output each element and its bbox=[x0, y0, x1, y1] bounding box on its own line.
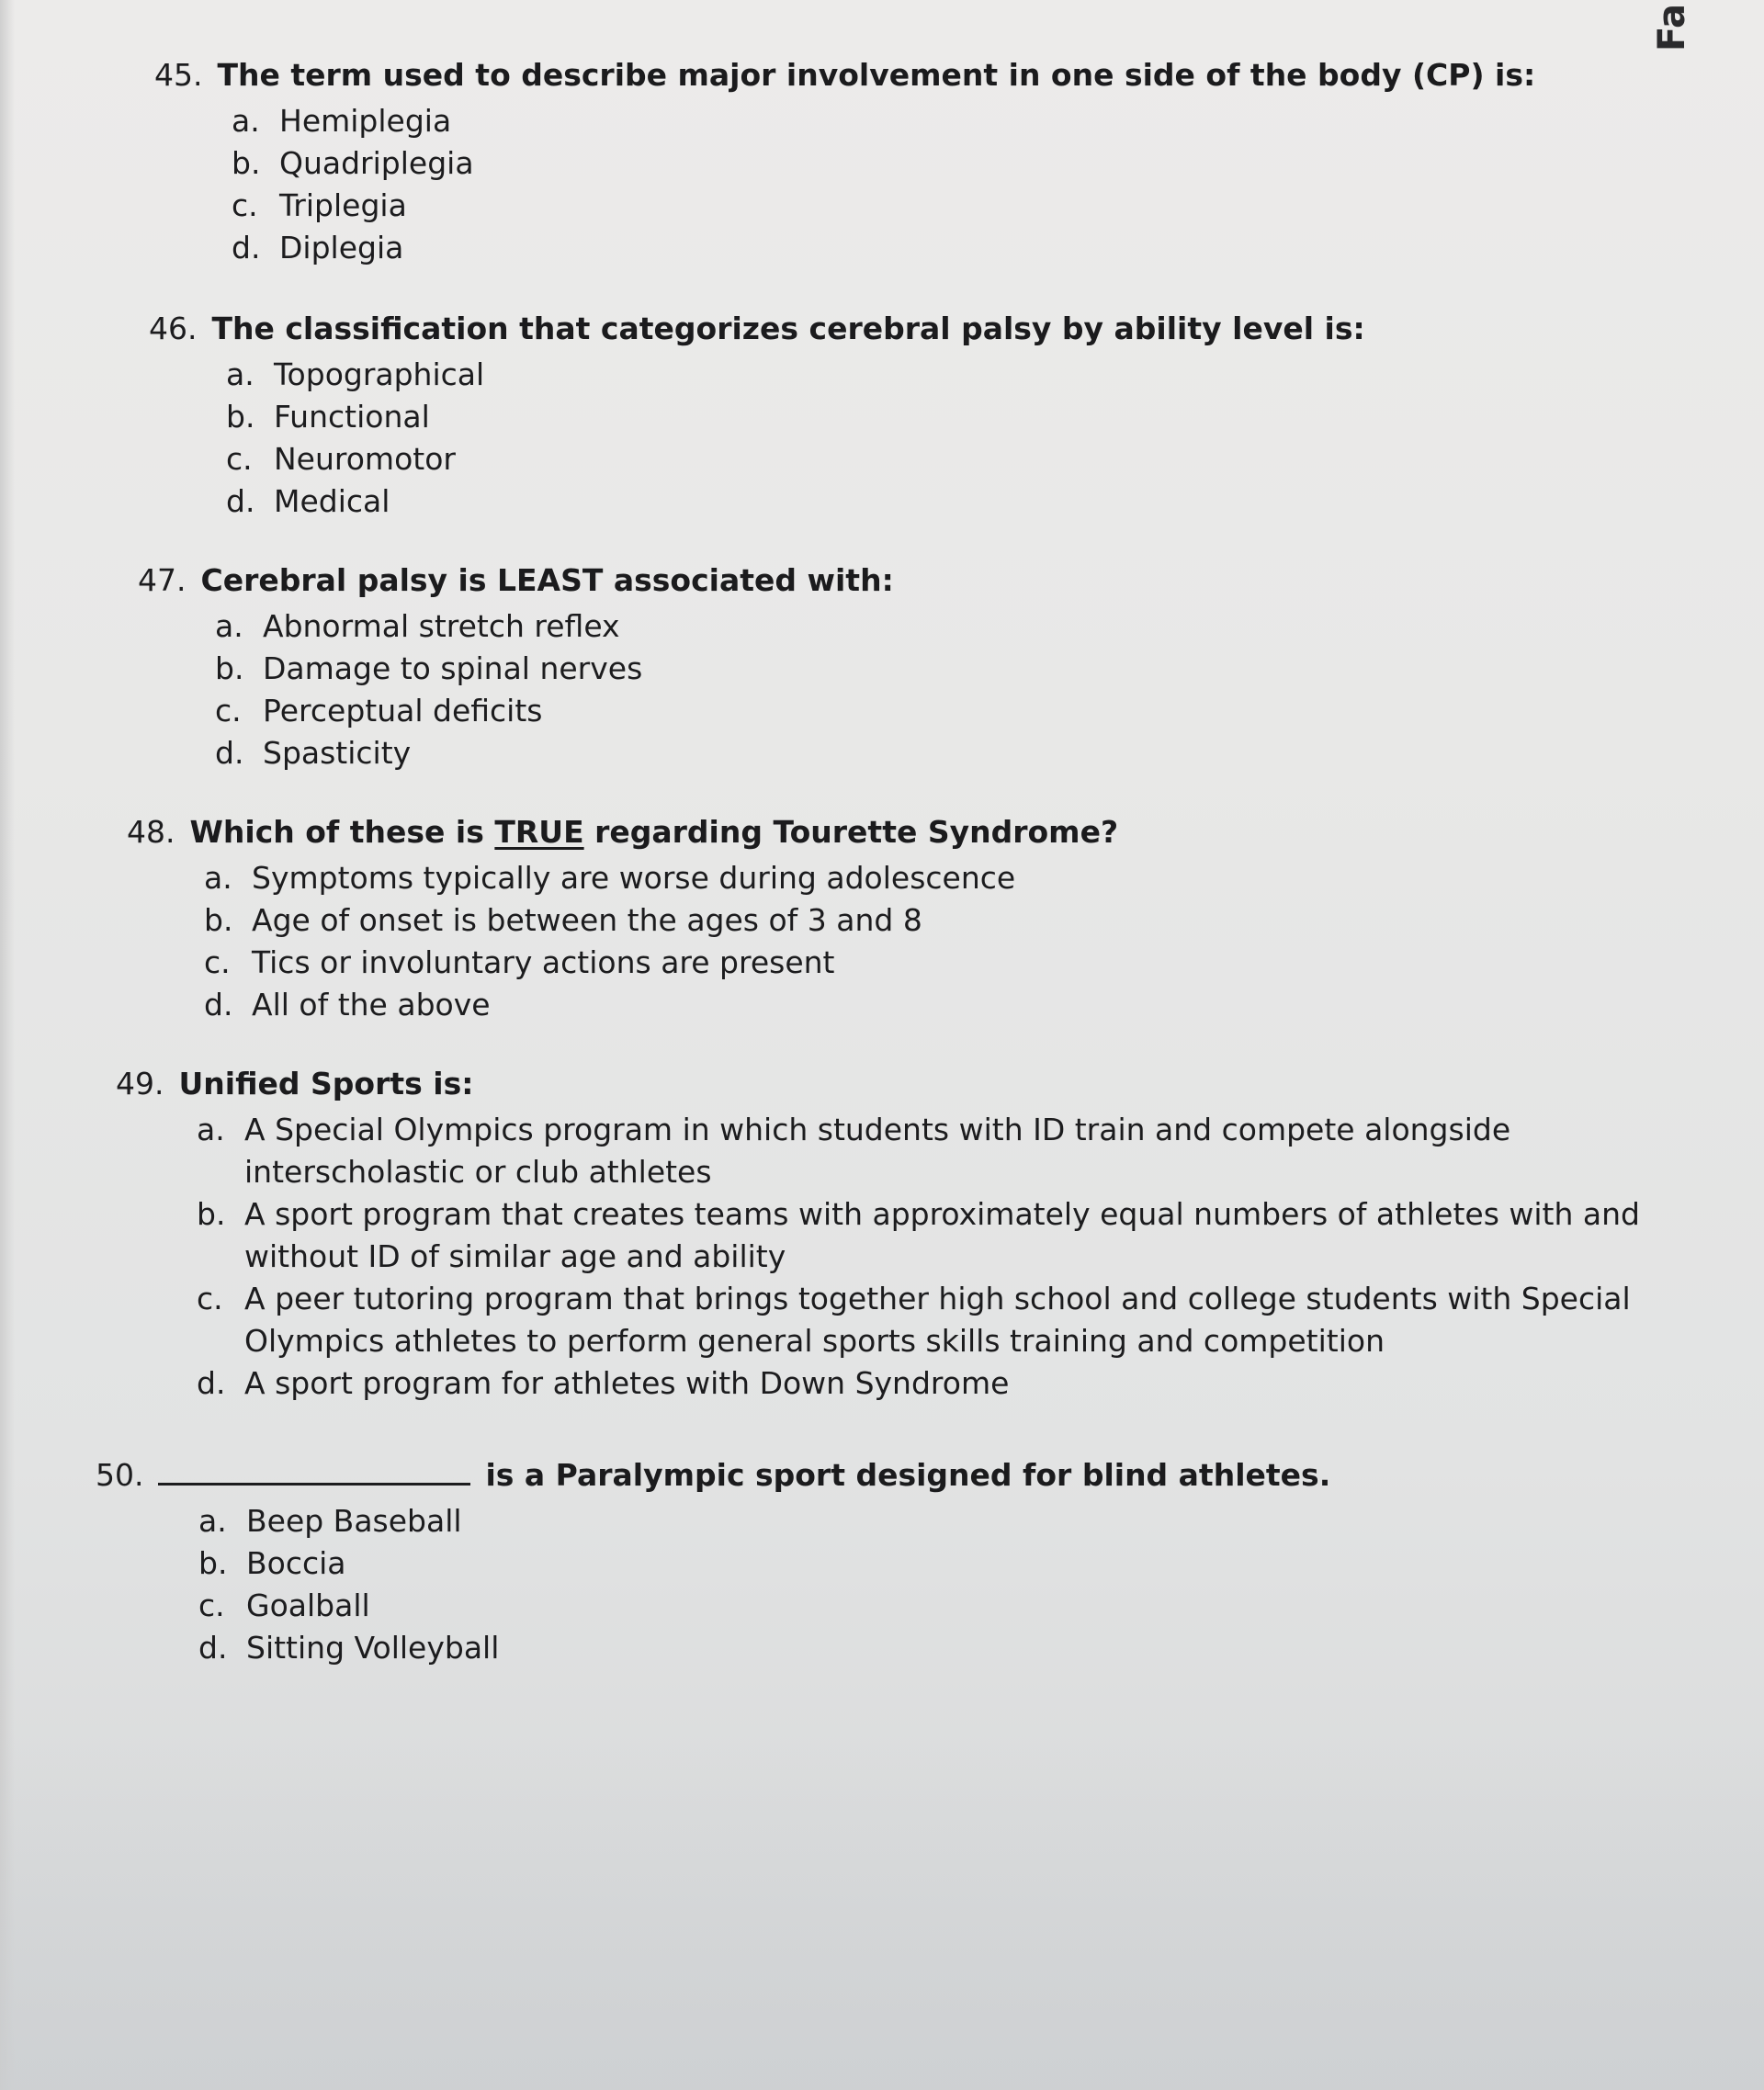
question-48 bbox=[127, 814, 1118, 1026]
answer-option-b[interactable]: b. Damage to spinal nerves bbox=[215, 650, 643, 686]
question-text: is a Paralympic sport designed for blind athletes. bbox=[485, 1457, 1331, 1493]
page-shadow bbox=[0, 1727, 1764, 2090]
answer-option-c[interactable]: c. Triplegia bbox=[232, 187, 407, 223]
corner-text: Fa bbox=[1651, 4, 1693, 51]
question-number: 49. bbox=[116, 1066, 164, 1101]
answer-option-d[interactable]: d. Diplegia bbox=[232, 230, 404, 265]
question-number: 46. bbox=[149, 311, 198, 346]
question-text: Unified Sports is: bbox=[178, 1066, 474, 1101]
answer-option-a[interactable]: a. Hemiplegia bbox=[232, 103, 452, 139]
answer-option-a[interactable]: a. Beep Baseball bbox=[198, 1503, 462, 1539]
question-text: Cerebral palsy is LEAST associated with: bbox=[200, 562, 894, 598]
question-text: The term used to describe major involvement in one side of the body (CP) is: bbox=[217, 57, 1536, 93]
answer-option-d[interactable]: d. A sport program for athletes with Down Syndrome bbox=[197, 1365, 1010, 1401]
answer-option-b[interactable]: b. Functional bbox=[226, 399, 430, 435]
answer-option-a[interactable]: a. A Special Olympics program in which students with ID train and compete alongside interscholastic or club athletes bbox=[197, 1112, 1511, 1190]
answer-option-b[interactable]: b. Quadriplegia bbox=[232, 145, 474, 181]
question-text: Which of these is TRUE regarding Tourette Syndrome? bbox=[189, 814, 1119, 850]
question-47 bbox=[138, 562, 894, 774]
question-45 bbox=[154, 57, 1535, 269]
answer-option-a[interactable]: a. Topographical bbox=[226, 356, 485, 392]
question-46 bbox=[149, 311, 1365, 523]
answer-option-c[interactable]: c. Goalball bbox=[198, 1587, 370, 1623]
question-50 bbox=[96, 1457, 1330, 1669]
fill-in-blank[interactable] bbox=[158, 1457, 470, 1486]
question-number: 50. bbox=[96, 1457, 144, 1493]
answer-option-b[interactable]: b. Age of onset is between the ages of 3 and 8 bbox=[204, 902, 922, 938]
question-number: 45. bbox=[154, 57, 203, 93]
answer-option-c[interactable]: c. Neuromotor bbox=[226, 441, 456, 477]
emphasis-true: TRUE bbox=[494, 814, 584, 850]
answer-option-b[interactable]: b. A sport program that creates teams with approximately equal numbers of athletes with and without ID of similar age and ability bbox=[197, 1196, 1640, 1274]
answer-option-d[interactable]: d. Spasticity bbox=[215, 735, 412, 771]
question-text: The classification that categorizes cerebral palsy by ability level is: bbox=[211, 311, 1365, 346]
question-number: 48. bbox=[127, 814, 175, 850]
answer-option-c[interactable]: c. Perceptual deficits bbox=[215, 693, 543, 729]
answer-option-a[interactable]: a. Abnormal stretch reflex bbox=[215, 608, 620, 644]
question-49 bbox=[116, 1066, 1668, 1405]
question-number: 47. bbox=[138, 562, 187, 598]
answer-option-c[interactable]: c. A peer tutoring program that brings together high school and college students with Special Olympics athletes to perform general sports skills training and competition bbox=[197, 1281, 1631, 1359]
answer-option-d[interactable]: d. All of the above bbox=[204, 987, 491, 1022]
answer-option-b[interactable]: b. Boccia bbox=[198, 1545, 346, 1581]
answer-option-d[interactable]: d. Medical bbox=[226, 483, 390, 519]
answer-option-c[interactable]: c. Tics or involuntary actions are present bbox=[204, 944, 835, 980]
answer-option-a[interactable]: a. Symptoms typically are worse during adolescence bbox=[204, 860, 1016, 896]
answer-option-d[interactable]: d. Sitting Volleyball bbox=[198, 1630, 500, 1666]
